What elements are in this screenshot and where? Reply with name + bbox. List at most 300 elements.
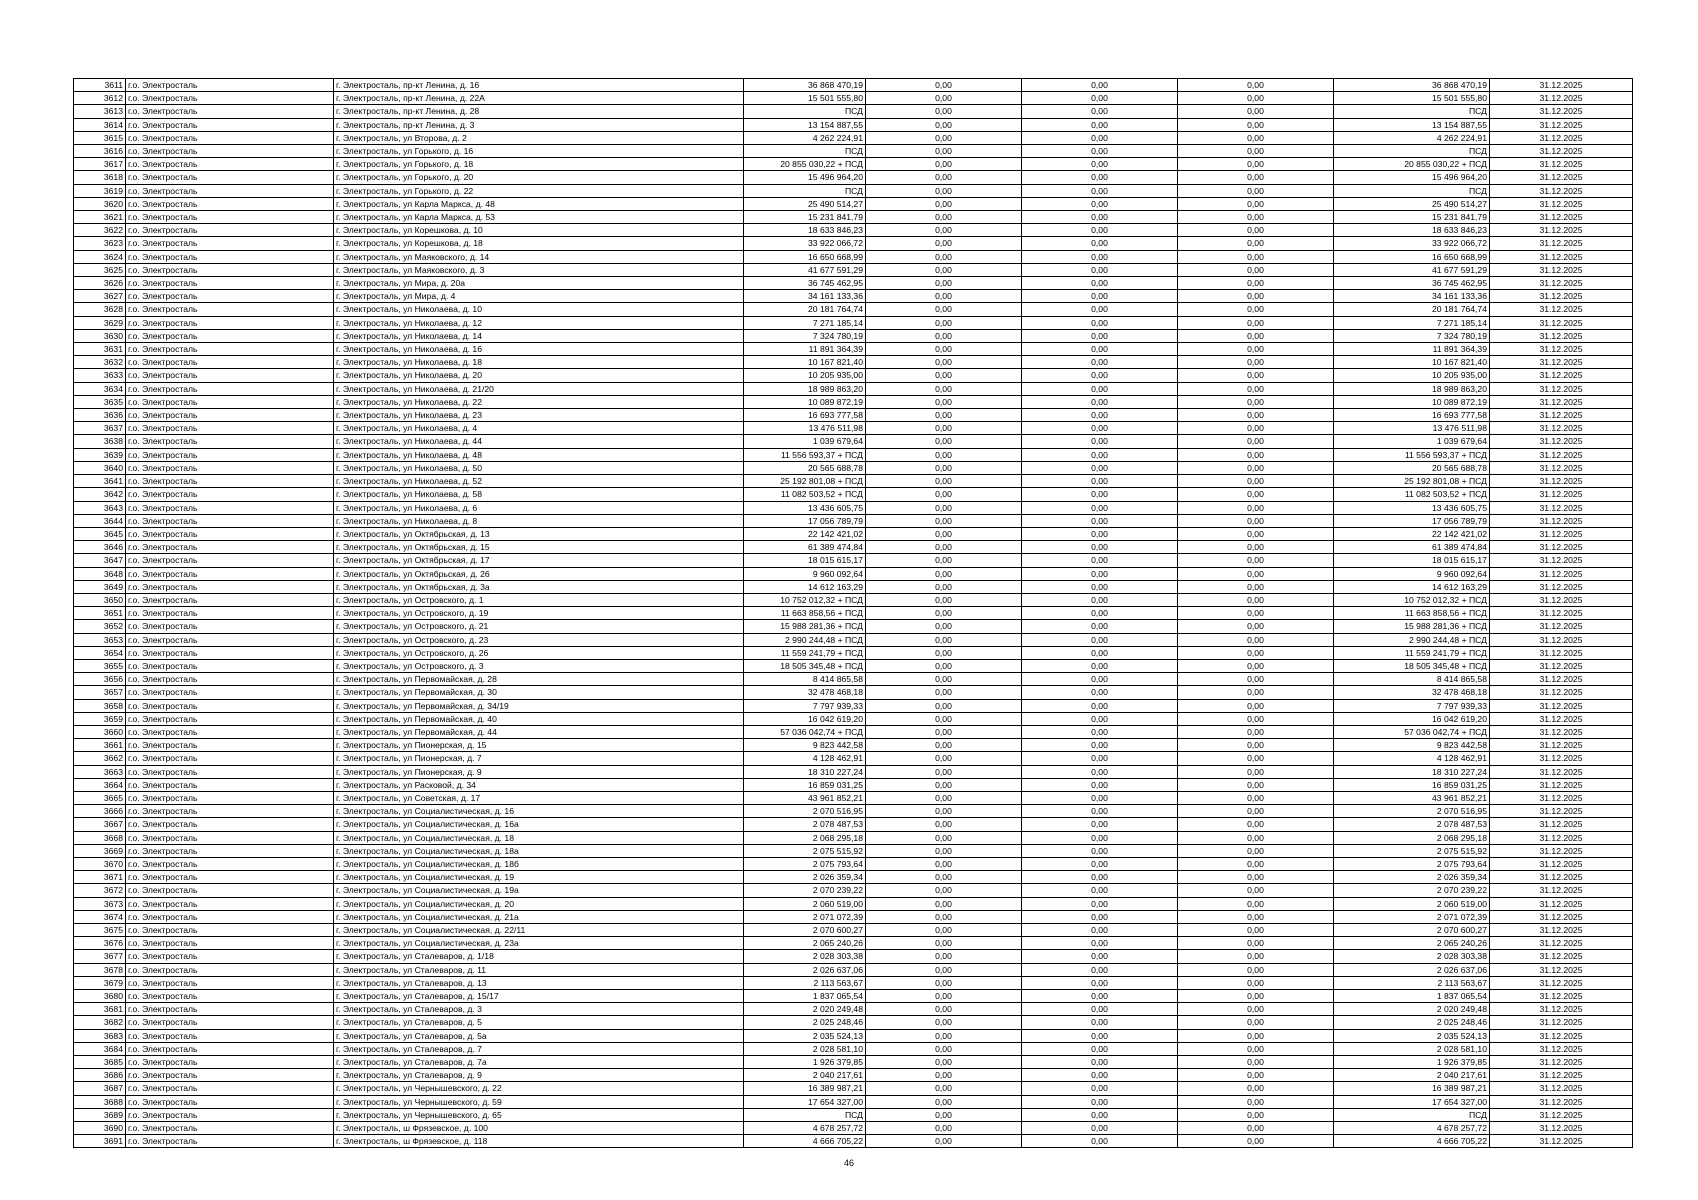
district-cell: г.о. Электросталь <box>126 686 334 699</box>
cost-cell: 61 389 474,84 <box>744 541 866 554</box>
table-row <box>74 369 1633 382</box>
date-cell: 31.12.2025 <box>1490 118 1633 131</box>
zero-cell: 0,00 <box>1022 1135 1178 1148</box>
zero-cell: 0,00 <box>1022 659 1178 672</box>
address-cell: г. Электросталь, ул Николаева, д. 22 <box>334 395 744 408</box>
table-row <box>74 712 1633 725</box>
district-cell: г.о. Электросталь <box>126 1135 334 1148</box>
table-row <box>74 501 1633 514</box>
table-row <box>74 1095 1633 1108</box>
zero-cell: 0,00 <box>1022 857 1178 870</box>
row-number-cell: 3660 <box>74 725 126 738</box>
zero-cell: 0,00 <box>866 990 1022 1003</box>
zero-cell: 0,00 <box>1178 1069 1334 1082</box>
total-cell: 9 960 092,64 <box>1334 567 1490 580</box>
zero-cell: 0,00 <box>1178 884 1334 897</box>
address-cell: г. Электросталь, ул Социалистическая, д. 18б <box>334 857 744 870</box>
zero-cell: 0,00 <box>1022 343 1178 356</box>
district-cell: г.о. Электросталь <box>126 1108 334 1121</box>
zero-cell: 0,00 <box>1178 633 1334 646</box>
zero-cell: 0,00 <box>866 699 1022 712</box>
total-cell: 11 559 241,79 + ПСД <box>1334 646 1490 659</box>
table-row <box>74 699 1633 712</box>
zero-cell: 0,00 <box>1022 778 1178 791</box>
cost-cell: 8 414 865,58 <box>744 673 866 686</box>
district-cell: г.о. Электросталь <box>126 171 334 184</box>
table-row <box>74 659 1633 672</box>
district-cell: г.о. Электросталь <box>126 369 334 382</box>
cost-cell: 15 231 841,79 <box>744 211 866 224</box>
date-cell: 31.12.2025 <box>1490 475 1633 488</box>
cost-cell: 2 070 600,27 <box>744 924 866 937</box>
cost-cell: 13 154 887,55 <box>744 118 866 131</box>
district-cell: г.о. Электросталь <box>126 435 334 448</box>
table-row <box>74 1069 1633 1082</box>
zero-cell: 0,00 <box>1022 752 1178 765</box>
cost-cell: 41 677 591,29 <box>744 263 866 276</box>
cost-cell: 11 663 858,56 + ПСД <box>744 607 866 620</box>
zero-cell: 0,00 <box>1022 1082 1178 1095</box>
date-cell: 31.12.2025 <box>1490 224 1633 237</box>
zero-cell: 0,00 <box>1178 659 1334 672</box>
row-number-cell: 3650 <box>74 593 126 606</box>
address-cell: г. Электросталь, ул Пионерская, д. 9 <box>334 765 744 778</box>
zero-cell: 0,00 <box>1178 739 1334 752</box>
cost-cell: 2 078 487,53 <box>744 818 866 831</box>
date-cell: 31.12.2025 <box>1490 488 1633 501</box>
address-cell: г. Электросталь, ул Первомайская, д. 28 <box>334 673 744 686</box>
total-cell: 2 071 072,39 <box>1334 910 1490 923</box>
row-number-cell: 3641 <box>74 475 126 488</box>
district-cell: г.о. Электросталь <box>126 1042 334 1055</box>
zero-cell: 0,00 <box>866 171 1022 184</box>
cost-cell: 18 989 863,20 <box>744 382 866 395</box>
total-cell: 11 082 503,52 + ПСД <box>1334 488 1490 501</box>
zero-cell: 0,00 <box>1022 1056 1178 1069</box>
table-row <box>74 131 1633 144</box>
address-cell: г. Электросталь, ул Николаева, д. 23 <box>334 409 744 422</box>
date-cell: 31.12.2025 <box>1490 263 1633 276</box>
zero-cell: 0,00 <box>866 382 1022 395</box>
table-row <box>74 910 1633 923</box>
zero-cell: 0,00 <box>866 488 1022 501</box>
zero-cell: 0,00 <box>866 1069 1022 1082</box>
row-number-cell: 3664 <box>74 778 126 791</box>
row-number-cell: 3661 <box>74 739 126 752</box>
date-cell: 31.12.2025 <box>1490 79 1633 92</box>
date-cell: 31.12.2025 <box>1490 805 1633 818</box>
cost-cell: 18 310 227,24 <box>744 765 866 778</box>
total-cell: 16 859 031,25 <box>1334 778 1490 791</box>
table-row <box>74 250 1633 263</box>
district-cell: г.о. Электросталь <box>126 1029 334 1042</box>
district-cell: г.о. Электросталь <box>126 910 334 923</box>
table-row <box>74 395 1633 408</box>
table-row <box>74 554 1633 567</box>
zero-cell: 0,00 <box>1178 527 1334 540</box>
cost-cell: 16 693 777,58 <box>744 409 866 422</box>
address-cell: г. Электросталь, ул Октябрьская, д. 3а <box>334 580 744 593</box>
table-row <box>74 1082 1633 1095</box>
total-cell: 2 020 249,48 <box>1334 1003 1490 1016</box>
zero-cell: 0,00 <box>866 277 1022 290</box>
district-cell: г.о. Электросталь <box>126 633 334 646</box>
date-cell: 31.12.2025 <box>1490 620 1633 633</box>
row-number-cell: 3665 <box>74 791 126 804</box>
table-row <box>74 739 1633 752</box>
district-cell: г.о. Электросталь <box>126 1122 334 1135</box>
total-cell: 61 389 474,84 <box>1334 541 1490 554</box>
row-number-cell: 3657 <box>74 686 126 699</box>
zero-cell: 0,00 <box>1178 1135 1334 1148</box>
table-row <box>74 184 1633 197</box>
zero-cell: 0,00 <box>866 409 1022 422</box>
address-cell: г. Электросталь, ул Николаева, д. 12 <box>334 316 744 329</box>
address-cell: г. Электросталь, ул Маяковского, д. 3 <box>334 263 744 276</box>
district-cell: г.о. Электросталь <box>126 673 334 686</box>
total-cell: 20 565 688,78 <box>1334 461 1490 474</box>
zero-cell: 0,00 <box>866 765 1022 778</box>
address-cell: г. Электросталь, ул Октябрьская, д. 15 <box>334 541 744 554</box>
zero-cell: 0,00 <box>1178 145 1334 158</box>
address-cell: г. Электросталь, ул Сталеваров, д. 5а <box>334 1029 744 1042</box>
total-cell: 4 678 257,72 <box>1334 1122 1490 1135</box>
zero-cell: 0,00 <box>1022 791 1178 804</box>
address-cell: г. Электросталь, ул Горького, д. 20 <box>334 171 744 184</box>
zero-cell: 0,00 <box>1178 937 1334 950</box>
total-cell: 4 128 462,91 <box>1334 752 1490 765</box>
row-number-cell: 3620 <box>74 197 126 210</box>
district-cell: г.о. Электросталь <box>126 580 334 593</box>
date-cell: 31.12.2025 <box>1490 712 1633 725</box>
zero-cell: 0,00 <box>866 224 1022 237</box>
zero-cell: 0,00 <box>866 1122 1022 1135</box>
date-cell: 31.12.2025 <box>1490 1003 1633 1016</box>
zero-cell: 0,00 <box>1022 686 1178 699</box>
zero-cell: 0,00 <box>866 369 1022 382</box>
address-cell: г. Электросталь, ул Николаева, д. 58 <box>334 488 744 501</box>
row-number-cell: 3623 <box>74 237 126 250</box>
table-row <box>74 1016 1633 1029</box>
row-number-cell: 3663 <box>74 765 126 778</box>
total-cell: 18 015 615,17 <box>1334 554 1490 567</box>
total-cell: 9 823 442,58 <box>1334 739 1490 752</box>
district-cell: г.о. Электросталь <box>126 92 334 105</box>
table-row <box>74 976 1633 989</box>
zero-cell: 0,00 <box>1178 514 1334 527</box>
zero-cell: 0,00 <box>1178 1029 1334 1042</box>
cost-cell: 20 565 688,78 <box>744 461 866 474</box>
cost-cell: 11 556 593,37 + ПСД <box>744 448 866 461</box>
cost-cell: 2 990 244,48 + ПСД <box>744 633 866 646</box>
district-cell: г.о. Электросталь <box>126 501 334 514</box>
total-cell: 20 855 030,22 + ПСД <box>1334 158 1490 171</box>
zero-cell: 0,00 <box>866 607 1022 620</box>
zero-cell: 0,00 <box>866 646 1022 659</box>
total-cell: 1 039 679,64 <box>1334 435 1490 448</box>
date-cell: 31.12.2025 <box>1490 924 1633 937</box>
zero-cell: 0,00 <box>1022 620 1178 633</box>
date-cell: 31.12.2025 <box>1490 884 1633 897</box>
table-row <box>74 871 1633 884</box>
row-number-cell: 3649 <box>74 580 126 593</box>
zero-cell: 0,00 <box>1022 950 1178 963</box>
zero-cell: 0,00 <box>1022 1003 1178 1016</box>
zero-cell: 0,00 <box>1178 1016 1334 1029</box>
zero-cell: 0,00 <box>1022 990 1178 1003</box>
table-row <box>74 791 1633 804</box>
cost-cell: 16 042 619,20 <box>744 712 866 725</box>
zero-cell: 0,00 <box>866 857 1022 870</box>
total-cell: 34 161 133,36 <box>1334 290 1490 303</box>
total-cell: 7 271 185,14 <box>1334 316 1490 329</box>
district-cell: г.о. Электросталь <box>126 382 334 395</box>
zero-cell: 0,00 <box>1022 105 1178 118</box>
date-cell: 31.12.2025 <box>1490 1042 1633 1055</box>
address-cell: г. Электросталь, ул Николаева, д. 14 <box>334 329 744 342</box>
zero-cell: 0,00 <box>866 818 1022 831</box>
date-cell: 31.12.2025 <box>1490 1095 1633 1108</box>
row-number-cell: 3691 <box>74 1135 126 1148</box>
zero-cell: 0,00 <box>1178 646 1334 659</box>
total-cell: 22 142 421,02 <box>1334 527 1490 540</box>
district-cell: г.о. Электросталь <box>126 976 334 989</box>
table-row <box>74 924 1633 937</box>
address-cell: г. Электросталь, ул Первомайская, д. 44 <box>334 725 744 738</box>
zero-cell: 0,00 <box>866 290 1022 303</box>
table-row <box>74 963 1633 976</box>
zero-cell: 0,00 <box>1178 620 1334 633</box>
zero-cell: 0,00 <box>866 527 1022 540</box>
date-cell: 31.12.2025 <box>1490 739 1633 752</box>
total-cell: 2 990 244,48 + ПСД <box>1334 633 1490 646</box>
table-row <box>74 831 1633 844</box>
row-number-cell: 3682 <box>74 1016 126 1029</box>
address-cell: г. Электросталь, ул Социалистическая, д. 23а <box>334 937 744 950</box>
district-cell: г.о. Электросталь <box>126 871 334 884</box>
address-cell: г. Электросталь, ул Сталеваров, д. 5 <box>334 1016 744 1029</box>
table-row <box>74 329 1633 342</box>
row-number-cell: 3642 <box>74 488 126 501</box>
date-cell: 31.12.2025 <box>1490 686 1633 699</box>
zero-cell: 0,00 <box>866 976 1022 989</box>
zero-cell: 0,00 <box>1022 541 1178 554</box>
zero-cell: 0,00 <box>1178 237 1334 250</box>
zero-cell: 0,00 <box>1022 184 1178 197</box>
zero-cell: 0,00 <box>1022 211 1178 224</box>
zero-cell: 0,00 <box>1178 1082 1334 1095</box>
zero-cell: 0,00 <box>866 316 1022 329</box>
date-cell: 31.12.2025 <box>1490 329 1633 342</box>
district-cell: г.о. Электросталь <box>126 184 334 197</box>
zero-cell: 0,00 <box>1022 514 1178 527</box>
address-cell: г. Электросталь, ул Социалистическая, д. 16а <box>334 818 744 831</box>
zero-cell: 0,00 <box>1022 224 1178 237</box>
zero-cell: 0,00 <box>866 461 1022 474</box>
table-row <box>74 448 1633 461</box>
address-cell: г. Электросталь, ул Корешкова, д. 10 <box>334 224 744 237</box>
district-cell: г.о. Электросталь <box>126 884 334 897</box>
row-number-cell: 3624 <box>74 250 126 263</box>
table-row <box>74 316 1633 329</box>
zero-cell: 0,00 <box>1022 818 1178 831</box>
zero-cell: 0,00 <box>866 924 1022 937</box>
zero-cell: 0,00 <box>1022 92 1178 105</box>
total-cell: 18 505 345,48 + ПСД <box>1334 659 1490 672</box>
zero-cell: 0,00 <box>866 343 1022 356</box>
zero-cell: 0,00 <box>1178 329 1334 342</box>
date-cell: 31.12.2025 <box>1490 395 1633 408</box>
cost-cell: 17 654 327,00 <box>744 1095 866 1108</box>
district-cell: г.о. Электросталь <box>126 488 334 501</box>
zero-cell: 0,00 <box>866 963 1022 976</box>
cost-cell: ПСД <box>744 105 866 118</box>
cost-cell: 13 476 511,98 <box>744 422 866 435</box>
total-cell: 11 891 364,39 <box>1334 343 1490 356</box>
zero-cell: 0,00 <box>1022 356 1178 369</box>
zero-cell: 0,00 <box>1178 541 1334 554</box>
row-number-cell: 3673 <box>74 897 126 910</box>
total-cell: 8 414 865,58 <box>1334 673 1490 686</box>
zero-cell: 0,00 <box>1178 990 1334 1003</box>
row-number-cell: 3666 <box>74 805 126 818</box>
cost-cell: 2 113 563,67 <box>744 976 866 989</box>
table-row <box>74 818 1633 831</box>
row-number-cell: 3615 <box>74 131 126 144</box>
total-cell: 1 926 379,85 <box>1334 1056 1490 1069</box>
date-cell: 31.12.2025 <box>1490 1122 1633 1135</box>
zero-cell: 0,00 <box>1178 448 1334 461</box>
cost-cell: 11 891 364,39 <box>744 343 866 356</box>
district-cell: г.о. Электросталь <box>126 303 334 316</box>
district-cell: г.о. Электросталь <box>126 158 334 171</box>
zero-cell: 0,00 <box>1178 277 1334 290</box>
zero-cell: 0,00 <box>1022 593 1178 606</box>
total-cell: 2 028 303,38 <box>1334 950 1490 963</box>
row-number-cell: 3685 <box>74 1056 126 1069</box>
district-cell: г.о. Электросталь <box>126 356 334 369</box>
cost-cell: 2 071 072,39 <box>744 910 866 923</box>
row-number-cell: 3648 <box>74 567 126 580</box>
total-cell: ПСД <box>1334 145 1490 158</box>
table-row <box>74 343 1633 356</box>
zero-cell: 0,00 <box>866 118 1022 131</box>
total-cell: 41 677 591,29 <box>1334 263 1490 276</box>
date-cell: 31.12.2025 <box>1490 197 1633 210</box>
district-cell: г.о. Электросталь <box>126 1095 334 1108</box>
address-cell: г. Электросталь, пр-кт Ленина, д. 16 <box>334 79 744 92</box>
zero-cell: 0,00 <box>1178 673 1334 686</box>
cost-cell: 17 056 789,79 <box>744 514 866 527</box>
cost-cell: 2 070 516,95 <box>744 805 866 818</box>
cost-cell: 13 436 605,75 <box>744 501 866 514</box>
zero-cell: 0,00 <box>1178 197 1334 210</box>
zero-cell: 0,00 <box>866 673 1022 686</box>
table-row <box>74 435 1633 448</box>
row-number-cell: 3644 <box>74 514 126 527</box>
zero-cell: 0,00 <box>866 844 1022 857</box>
cost-cell: 4 128 462,91 <box>744 752 866 765</box>
zero-cell: 0,00 <box>1178 567 1334 580</box>
row-number-cell: 3616 <box>74 145 126 158</box>
table-row <box>74 409 1633 422</box>
date-cell: 31.12.2025 <box>1490 1108 1633 1121</box>
page-number: 46 <box>843 1158 854 1168</box>
zero-cell: 0,00 <box>866 1016 1022 1029</box>
zero-cell: 0,00 <box>1178 1042 1334 1055</box>
date-cell: 31.12.2025 <box>1490 131 1633 144</box>
zero-cell: 0,00 <box>866 197 1022 210</box>
date-cell: 31.12.2025 <box>1490 541 1633 554</box>
district-cell: г.о. Электросталь <box>126 316 334 329</box>
cost-cell: 15 501 555,80 <box>744 92 866 105</box>
zero-cell: 0,00 <box>1022 725 1178 738</box>
cost-cell: 10 205 935,00 <box>744 369 866 382</box>
zero-cell: 0,00 <box>1022 382 1178 395</box>
row-number-cell: 3679 <box>74 976 126 989</box>
district-cell: г.о. Электросталь <box>126 699 334 712</box>
date-cell: 31.12.2025 <box>1490 844 1633 857</box>
total-cell: 2 026 359,34 <box>1334 871 1490 884</box>
cost-cell: 33 922 066,72 <box>744 237 866 250</box>
district-cell: г.о. Электросталь <box>126 739 334 752</box>
zero-cell: 0,00 <box>1022 131 1178 144</box>
zero-cell: 0,00 <box>1178 250 1334 263</box>
cost-cell: 11 559 241,79 + ПСД <box>744 646 866 659</box>
date-cell: 31.12.2025 <box>1490 554 1633 567</box>
district-cell: г.о. Электросталь <box>126 395 334 408</box>
cost-cell: ПСД <box>744 184 866 197</box>
zero-cell: 0,00 <box>1022 924 1178 937</box>
date-cell: 31.12.2025 <box>1490 725 1633 738</box>
cost-cell: 4 262 224,91 <box>744 131 866 144</box>
district-cell: г.о. Электросталь <box>126 659 334 672</box>
total-cell: 2 068 295,18 <box>1334 831 1490 844</box>
zero-cell: 0,00 <box>866 1082 1022 1095</box>
cost-cell: 2 035 524,13 <box>744 1029 866 1042</box>
address-cell: г. Электросталь, ул Советская, д. 17 <box>334 791 744 804</box>
address-cell: г. Электросталь, ул Николаева, д. 20 <box>334 369 744 382</box>
zero-cell: 0,00 <box>1178 488 1334 501</box>
zero-cell: 0,00 <box>1178 699 1334 712</box>
table-row <box>74 1108 1633 1121</box>
zero-cell: 0,00 <box>866 356 1022 369</box>
table-row <box>74 211 1633 224</box>
zero-cell: 0,00 <box>1178 1056 1334 1069</box>
district-cell: г.о. Электросталь <box>126 990 334 1003</box>
date-cell: 31.12.2025 <box>1490 1056 1633 1069</box>
total-cell: 57 036 042,74 + ПСД <box>1334 725 1490 738</box>
address-cell: г. Электросталь, ул Социалистическая, д. 18 <box>334 831 744 844</box>
zero-cell: 0,00 <box>1022 805 1178 818</box>
zero-cell: 0,00 <box>866 884 1022 897</box>
zero-cell: 0,00 <box>1022 976 1178 989</box>
address-cell: г. Электросталь, ш Фрязевское, д. 118 <box>334 1135 744 1148</box>
cost-cell: 16 389 987,21 <box>744 1082 866 1095</box>
table-row <box>74 158 1633 171</box>
zero-cell: 0,00 <box>1022 1069 1178 1082</box>
district-cell: г.о. Электросталь <box>126 145 334 158</box>
row-number-cell: 3669 <box>74 844 126 857</box>
district-cell: г.о. Электросталь <box>126 712 334 725</box>
zero-cell: 0,00 <box>1178 580 1334 593</box>
zero-cell: 0,00 <box>1178 422 1334 435</box>
address-cell: г. Электросталь, ул Сталеваров, д. 7а <box>334 1056 744 1069</box>
row-number-cell: 3613 <box>74 105 126 118</box>
table-row <box>74 844 1633 857</box>
table-row <box>74 1029 1633 1042</box>
total-cell: 18 989 863,20 <box>1334 382 1490 395</box>
